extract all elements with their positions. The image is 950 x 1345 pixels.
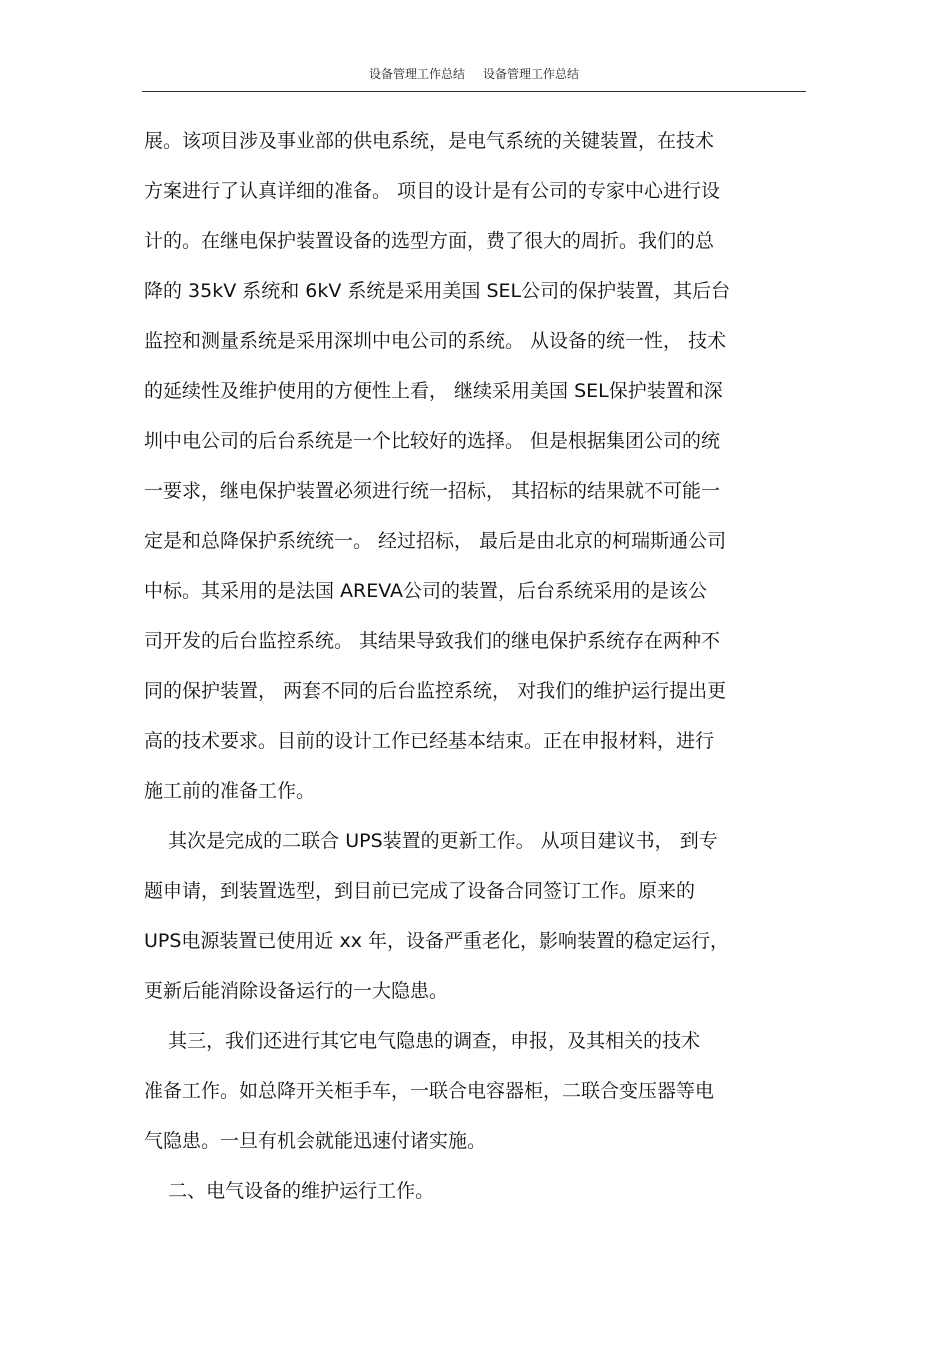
text-line: 气隐患。一旦有机会就能迅速付诸实施。 [144,1130,487,1152]
header-title-left: 设备管理工作总结 [368,67,465,81]
text-line: 其三，我们还进行其它电气隐患的调查，申报，及其相关的技术 [144,1030,701,1052]
text-line: 题申请，到装置选型，到目前已完成了设备合同签订工作。原来的 [144,880,696,902]
text-line: 更新后能消除设备运行的一大隐患。 [144,980,449,1002]
text-line: 准备工作。如总降开关柜手车，一联合电容器柜，二联合变压器等电 [144,1080,715,1102]
running-header [142,66,806,82]
section-heading: 二、电气设备的维护运行工作。 [144,1180,435,1202]
text-line: 圳中电公司的后台系统是一个比较好的选择。 但是根据集团公司的统 [144,430,721,452]
header-rule [142,91,806,92]
text-line: 其次是完成的二联合 UPS装置的更新工作。 从项目建议书， 到专 [144,830,718,852]
text-line: 同的保护装置， 两套不同的后台监控系统， 对我们的维护运行提出更 [144,680,727,702]
text-line: 计的。在继电保护装置设备的选型方面，费了很大的周折。我们的总 [144,230,715,252]
text-line: 展。该项目涉及事业部的供电系统，是电气系统的关键装置，在技术 [144,130,715,152]
text-line: 施工前的准备工作。 [144,780,316,802]
text-line: UPS电源装置已使用近 xx 年，设备严重老化，影响装置的稳定运行， [144,930,729,952]
text-line: 方案进行了认真详细的准备。 项目的设计是有公司的专家中心进行设 [144,180,721,202]
text-line: 一要求，继电保护装置必须进行统一招标， 其招标的结果就不可能一 [144,480,721,502]
text-line: 中标。其采用的是法国 AREVA公司的装置，后台系统采用的是该公 [144,580,708,602]
text-line: 定是和总降保护系统统一。 经过招标， 最后是由北京的柯瑞斯通公司 [144,530,727,552]
text-line: 降的 35kV 系统和 6kV 系统是采用美国 SEL公司的保护装置，其后台 [144,280,731,302]
body-text [144,123,804,1223]
text-line: 高的技术要求。目前的设计工作已经基本结束。正在申报材料，进行 [144,730,715,752]
text-line: 的延续性及维护使用的方便性上看， 继续采用美国 SEL保护装置和深 [144,380,723,402]
text-line: 监控和测量系统是采用深圳中电公司的系统。 从设备的统一性， 技术 [144,330,727,352]
header-title-right: 设备管理工作总结 [483,67,580,81]
text-line: 司开发的后台监控系统。 其结果导致我们的继电保护系统存在两种不 [144,630,721,652]
